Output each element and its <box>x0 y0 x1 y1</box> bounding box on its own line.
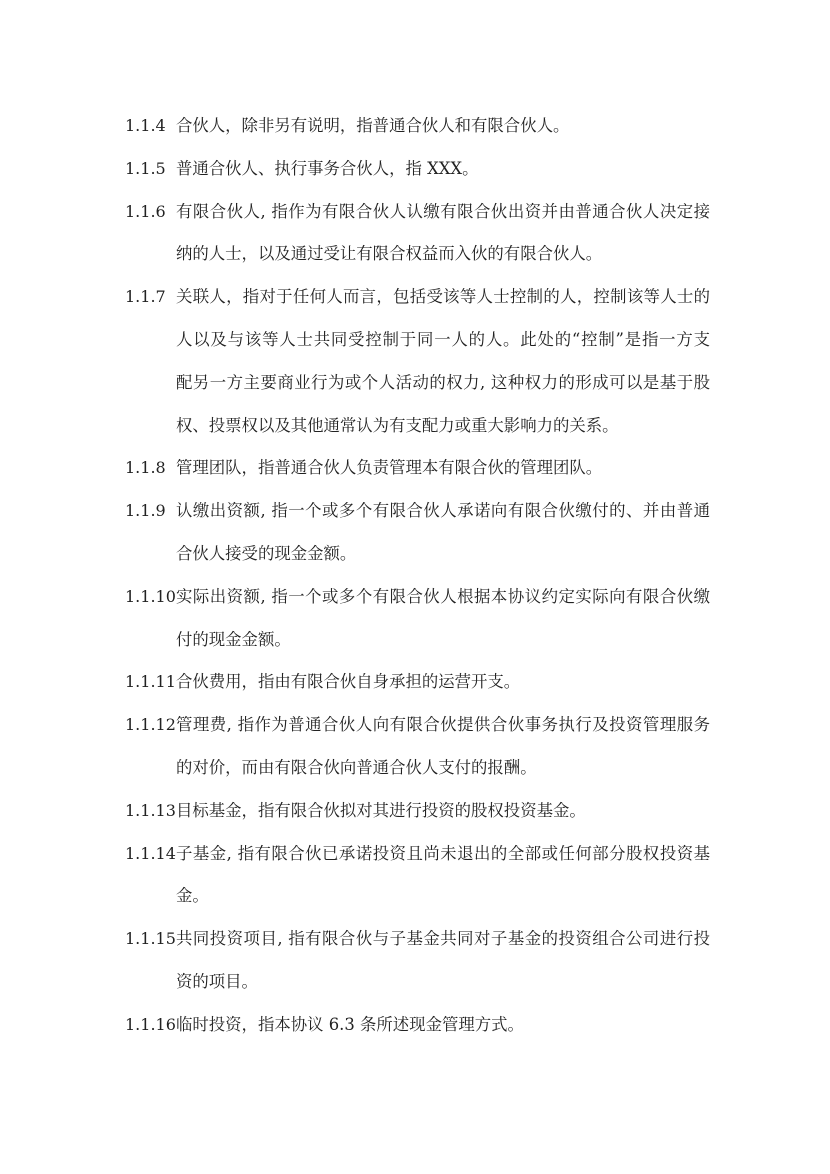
definition-item <box>125 148 715 191</box>
definition-text-line: 合伙人接受的现金金额。 <box>176 543 357 563</box>
definition-item <box>125 576 715 662</box>
clause-number: 1.1.12 <box>125 715 176 735</box>
definition-text-line: 资的项目。 <box>176 971 258 991</box>
definition-text-line: 合伙人，除非另有说明，指普通合伙人和有限合伙人。 <box>176 116 570 135</box>
definition-text-line: 金。 <box>176 886 209 906</box>
definition-item <box>125 661 715 704</box>
definition-item <box>125 790 715 833</box>
definition-text-line: 人以及与该等人士共同受控制于同一人的人。此处的“控制”是指一方支 <box>176 329 710 349</box>
clause-number: 1.1.14 <box>125 843 176 863</box>
definition-item <box>125 704 715 790</box>
definition-item <box>125 1004 715 1047</box>
definition-text-line: 临时投资，指本协议 6.3 条所述现金管理方式。 <box>176 1014 524 1034</box>
definition-item <box>125 276 715 447</box>
definition-item <box>125 490 715 576</box>
definition-text-line: 关联人，指对于任何人而言，包括受该等人士控制的人，控制该等人士的 <box>176 287 710 307</box>
clause-number: 1.1.5 <box>125 158 166 178</box>
definition-item <box>125 447 715 490</box>
definition-text-line: 实际出资额, 指一个或多个有限合伙人根据本协议约定实际向有限合伙缴 <box>176 586 710 606</box>
definition-text-line: 有限合伙人, 指作为有限合伙人认缴有限合伙出资并由普通合伙人决定接 <box>176 201 710 221</box>
clause-number: 1.1.9 <box>125 501 166 521</box>
clause-number: 1.1.6 <box>125 201 166 221</box>
clause-number: 1.1.11 <box>125 672 176 692</box>
definition-text-line: 管理团队，指普通合伙人负责管理本有限合伙的管理团队。 <box>176 458 603 478</box>
definition-text-line: 子基金, 指有限合伙已承诺投资且尚未退出的全部或任何部分股权投资基 <box>176 843 710 863</box>
definition-item <box>125 191 715 277</box>
definition-item <box>125 105 715 148</box>
definition-text-line: 普通合伙人、执行事务合伙人，指 XXX。 <box>176 158 479 178</box>
definition-text-line: 纳的人士，以及通过受让有限合权益而入伙的有限合伙人。 <box>176 244 603 264</box>
clause-number: 1.1.8 <box>125 458 166 478</box>
definition-text-line: 共同投资项目, 指有限合伙与子基金共同对子基金的投资组合公司进行投 <box>176 929 710 949</box>
definition-item <box>125 833 715 919</box>
document-body <box>125 105 715 1047</box>
definition-text-line: 的对价，而由有限合伙向普通合伙人支付的报酬。 <box>176 757 537 777</box>
definition-text-line: 认缴出资额, 指一个或多个有限合伙人承诺向有限合伙缴付的、并由普通 <box>176 501 710 521</box>
definition-text-line: 目标基金，指有限合伙拟对其进行投资的股权投资基金。 <box>176 800 586 820</box>
clause-number: 1.1.10 <box>125 586 176 606</box>
definition-text-line: 付的现金金额。 <box>176 629 291 649</box>
definition-text-line: 合伙费用，指由有限合伙自身承担的运营开支。 <box>176 672 521 692</box>
clause-number: 1.1.7 <box>125 287 166 307</box>
definition-text-line: 权、投票权以及其他通常认为有支配力或重大影响力的关系。 <box>176 415 619 435</box>
definition-text-line: 管理费, 指作为普通合伙人向有限合伙提供合伙事务执行及投资管理服务 <box>176 715 710 735</box>
clause-number: 1.1.13 <box>125 800 176 820</box>
clause-number: 1.1.15 <box>125 929 176 949</box>
definition-item <box>125 918 715 1004</box>
clause-number: 1.1.16 <box>125 1014 176 1034</box>
definition-text-line: 配另一方主要商业行为或个人活动的权力, 这种权力的形成可以是基于股 <box>176 372 710 392</box>
clause-number: 1.1.4 <box>125 116 166 135</box>
